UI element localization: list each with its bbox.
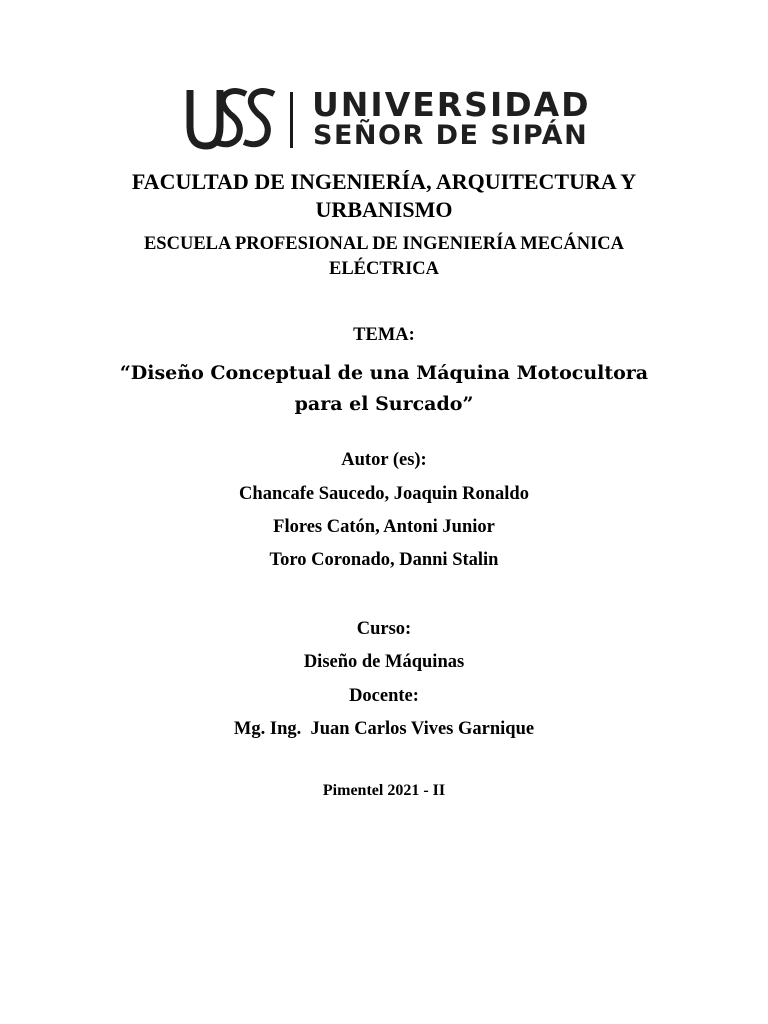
topic-label: TEMA:: [353, 325, 415, 345]
author-name: Toro Coronado, Danni Stalin: [269, 550, 499, 570]
document-title-text: “Diseño Conceptual de una Máquina Motocultora para el Surcado”: [119, 362, 649, 415]
document-title: [0, 357, 768, 419]
university-logo: [186, 85, 591, 156]
uss-logo-mark-icon: [186, 86, 278, 152]
faculty-heading: FACULTAD DE INGENIERÍA, ARQUITECTURA Y URBANISMO: [131, 169, 637, 222]
teacher-label: Docente:: [349, 686, 419, 706]
course-label: Curso:: [356, 619, 412, 639]
logo-university-text: UNIVERSIDAD: [312, 85, 591, 124]
author-name: Flores Catón, Antoni Junior: [273, 517, 495, 537]
teacher-name: Mg. Ing. Juan Carlos Vives Garnique: [233, 719, 535, 739]
logo-university-name: SEÑOR DE SIPÁN: [313, 120, 589, 151]
logo-divider: [290, 92, 293, 148]
course-name: Diseño de Máquinas: [303, 652, 465, 672]
authors-label: Autor (es):: [341, 450, 427, 470]
school-heading: ESCUELA PROFESIONAL DE INGENIERÍA MECÁNICA ELÉCTRICA: [143, 234, 625, 279]
place-date: Pimentel 2021 - II: [322, 782, 446, 799]
author-name: Chancafe Saucedo, Joaquin Ronaldo: [239, 484, 529, 504]
